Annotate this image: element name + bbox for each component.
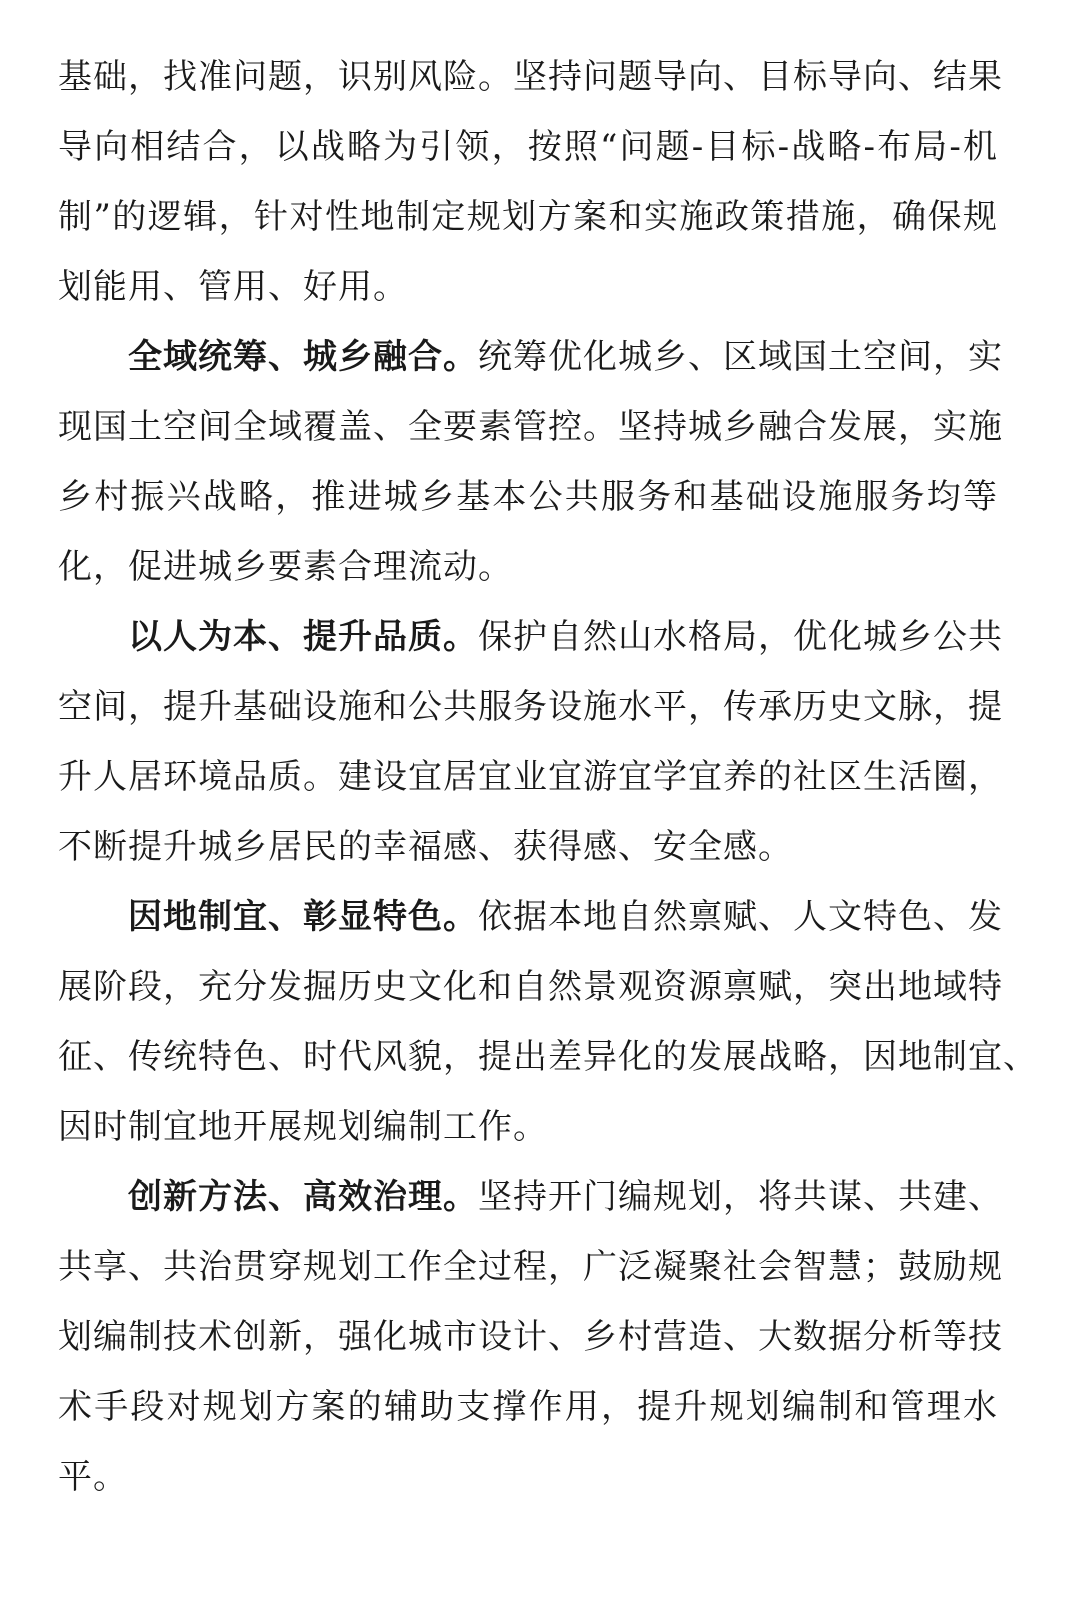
paragraph-4-line-4: 因时制宜地开展规划编制工作。	[58, 1107, 548, 1147]
paragraph-5-line-5: 平。	[58, 1457, 128, 1497]
paragraph-4-heading: 因地制宜、彰显特色。	[128, 897, 478, 937]
paragraph-1-line-4: 划能用、管用、好用。	[58, 267, 408, 307]
paragraph-3-first-line	[128, 612, 1003, 662]
paragraph-4-line-3: 征、传统特色、时代风貌，提出差异化的发展战略，因地制宜、	[58, 1037, 1038, 1077]
paragraph-5-line-3: 划编制技术创新，强化城市设计、乡村营造、大数据分析等技	[58, 1317, 1003, 1357]
paragraph-3-line-4: 不断提升城乡居民的幸福感、获得感、安全感。	[58, 827, 793, 867]
paragraph-4-first-line	[128, 892, 1003, 942]
paragraph-3-heading: 以人为本、提升品质。	[128, 617, 478, 657]
paragraph-5-first-line-text: 坚持开门编规划，将共谋、共建、	[478, 1177, 1003, 1217]
paragraph-2-first-line-text: 统筹优化城乡、区域国土空间，实	[478, 337, 1003, 377]
paragraph-2-line-3: 乡村振兴战略，推进城乡基本公共服务和基础设施服务均等	[58, 477, 998, 517]
paragraph-3-line-2: 空间，提升基础设施和公共服务设施水平，传承历史文脉，提	[58, 687, 1003, 727]
paragraph-2-line-4: 化，促进城乡要素合理流动。	[58, 547, 513, 587]
paragraph-2-line-2: 现国土空间全域覆盖、全要素管控。坚持城乡融合发展，实施	[58, 407, 1003, 447]
paragraph-1-line-1: 基础，找准问题，识别风险。坚持问题导向、目标导向、结果	[58, 57, 1003, 97]
paragraph-5-heading: 创新方法、高效治理。	[128, 1177, 478, 1217]
paragraph-4-first-line-text: 依据本地自然禀赋、人文特色、发	[478, 897, 1003, 937]
paragraph-4-line-2: 展阶段，充分发掘历史文化和自然景观资源禀赋，突出地域特	[58, 967, 1003, 1007]
paragraph-2-heading: 全域统筹、城乡融合。	[128, 337, 478, 377]
paragraph-3-line-3: 升人居环境品质。建设宜居宜业宜游宜学宜养的社区生活圈，	[58, 757, 1003, 797]
paragraph-5-line-4: 术手段对规划方案的辅助支撑作用，提升规划编制和管理水	[58, 1387, 998, 1427]
paragraph-5-first-line	[128, 1172, 1003, 1222]
paragraph-2-first-line	[128, 332, 1003, 382]
paragraph-1-line-3: 制”的逻辑，针对性地制定规划方案和实施政策措施，确保规	[58, 197, 998, 237]
paragraph-1-line-2: 导向相结合，以战略为引领，按照“问题-目标-战略-布局-机	[58, 127, 998, 167]
paragraph-5-line-2: 共享、共治贯穿规划工作全过程，广泛凝聚社会智慧；鼓励规	[58, 1247, 1003, 1287]
paragraph-3-first-line-text: 保护自然山水格局，优化城乡公共	[478, 617, 1003, 657]
